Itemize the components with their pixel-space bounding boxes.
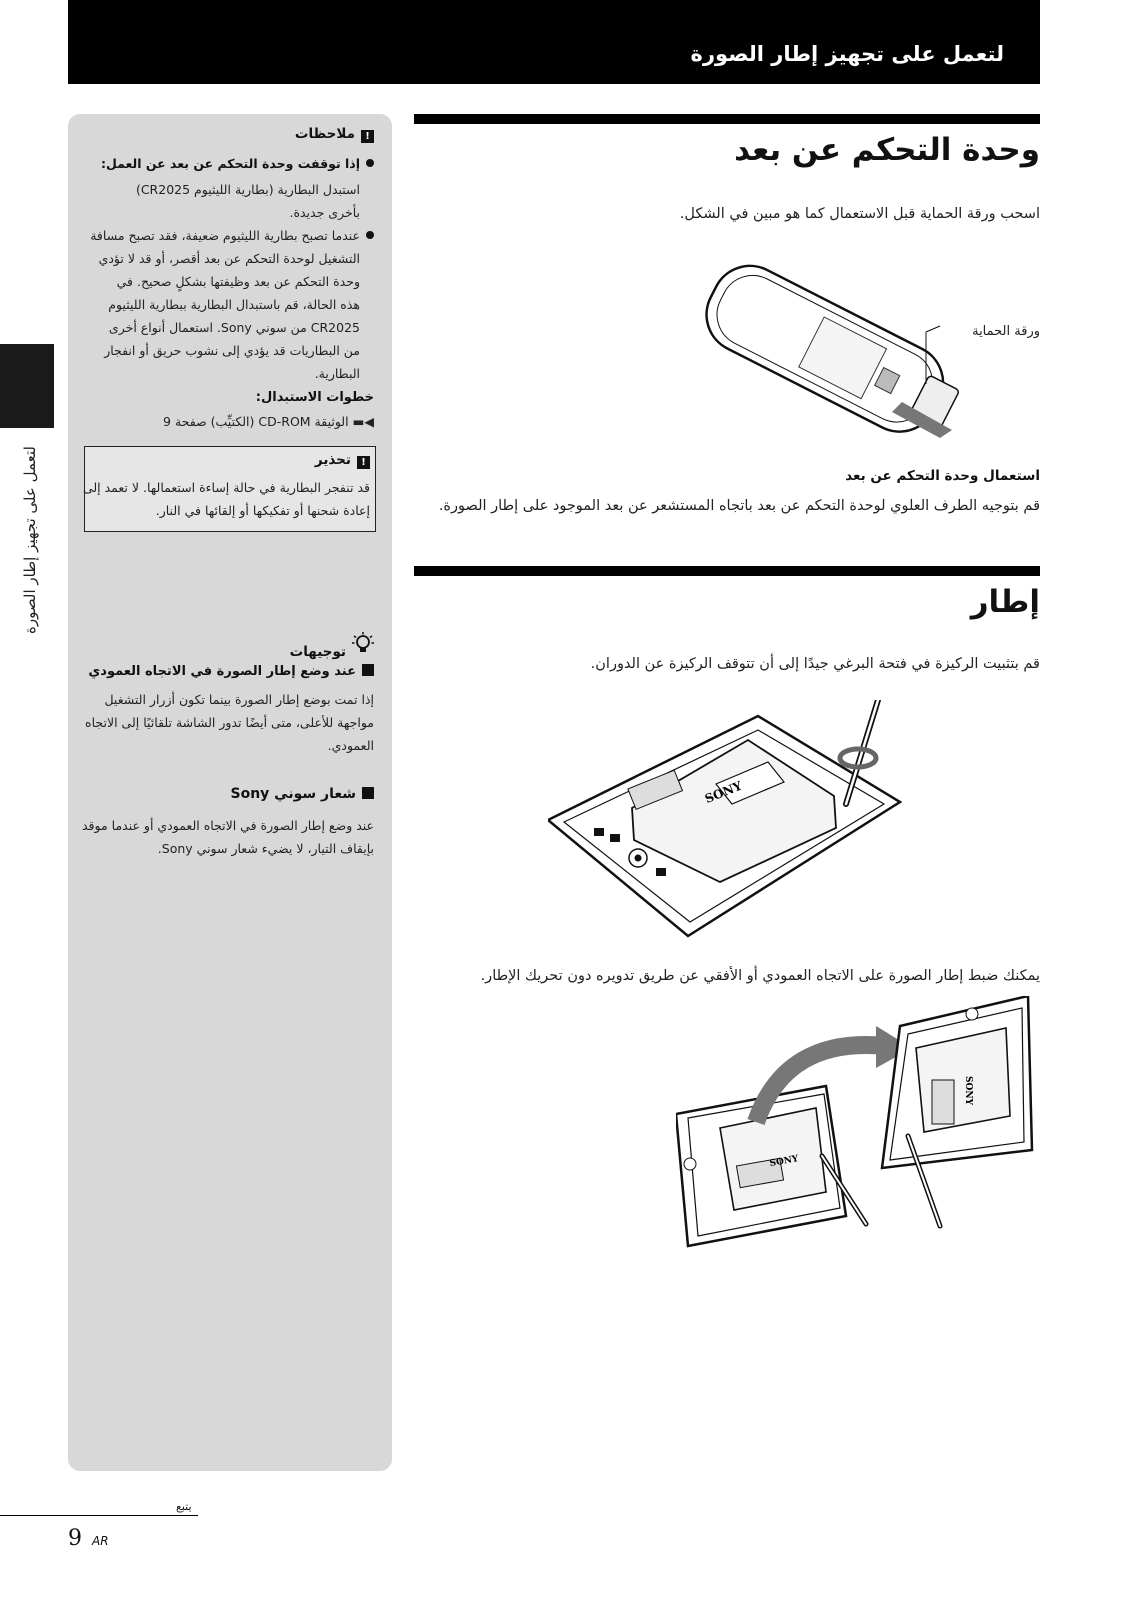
section-rule-frame [414,566,1040,576]
replace-steps-ref: ◀▬ الوثيقة CD-ROM (الكتيِّب) صفحة 9 [163,414,374,429]
section-rule-remote [414,114,1040,124]
frame-instruction: قم بتثبيت الركيزة في فتحة البرغي جيدًا إلى أن تتوقف الركيزة عن الدوران. [590,656,1040,672]
reference-arrow-icon: ◀▬ [352,414,374,429]
remote-instruction: اسحب ورقة الحماية قبل الاستعمال كما هو مبين في الشكل. [679,206,1040,222]
remote-control-illustration [690,262,1040,442]
page-language-code: AR [92,1534,109,1548]
frame-section-title: إطار [970,584,1040,620]
tip1-body: إذا تمت بوضع إطار الصورة بينما تكون أزرار التشغيل مواجهة للأعلى، متى أيضًا تدور الشاشة تلقائيًا إلى الاتجاه العمودي. [85,692,374,753]
tips-heading: توجيهات [290,632,374,660]
brand-logo: SONY [702,778,744,807]
lightbulb-icon [352,632,374,660]
side-tab-text: لتعمل على تجهيز إطار الصورة [21,446,39,634]
caution-heading: !تحذير [315,452,370,469]
remote-use-heading: استعمال وحدة التحكم عن بعد [845,468,1040,484]
warning-icon: ! [357,456,370,469]
orientation-illustration [676,996,1040,1260]
brand-logo-portrait: SONY [963,1076,973,1105]
remote-use-text: قم بتوجيه الطرف العلوي لوحدة التحكم عن بعد باتجاه المستشعر عن بعد الموجود على إطار الصورة. [438,498,1040,514]
remote-section-title: وحدة التحكم عن بعد [734,132,1040,168]
section-tab [0,344,54,428]
frame-orientation-text: يمكنك ضبط إطار الصورة على الاتجاه العمودي أو الأفقي عن طريق تدويره دون تحريك الإطار. [480,968,1040,984]
stand-attach-illustration [548,700,908,940]
replace-steps-heading: خطوات الاستبدال: [255,390,374,405]
tip2-body: عند وضع إطار الصورة في الاتجاه العمودي أو عندما موقد بإيقاف التيار، لا يضيء شعار سوني Sony. [81,818,374,856]
brand-logo-landscape: SONY [768,1154,800,1170]
note-bullet1-heading: إذا توقفت وحدة التحكم عن بعد عن العمل: [101,156,374,171]
bullet-icon [366,231,374,239]
square-bullet-icon [362,787,374,799]
note-icon: ! [361,130,374,143]
footer-rule [0,1515,198,1516]
bullet-icon [366,159,374,167]
protection-sheet-callout: ورقة الحماية [972,324,1040,339]
note-bullet2-body: عندما تصبح بطارية الليثيوم ضعيفة، فقد تصبح مسافة التشغيل لوحدة التحكم عن بعد أقصر، أو قد لا تؤدي وحدة التحكم عن بعد وظيفتها بشكلٍ صحيح. في هذه الحالة، قم باستبدال البطارية ببطارية الليثيوم CR2025 من سوني Sony. استعمال أنواع أخرى من البطاريات قد يؤدي إلى نشوب حريق أو انفجار البطارية. [90,224,374,385]
square-bullet-icon [362,664,374,676]
continued-label: يتبع [176,1500,192,1513]
page-header-title: لتعمل على تجهيز إطار الصورة [690,42,1004,66]
caution-body: قد تنفجر البطارية في حالة إساءة استعمالها. لا تعمد إلى إعادة شحنها أو تفكيكها أو إلقائها في النار. [82,480,370,518]
tip2-heading: شعار سوني Sony [231,786,375,802]
note-bullet1-body: استبدل البطارية (بطارية الليثيوم CR2025) بأخرى جديدة. [135,182,360,220]
tip1-heading: عند وضع إطار الصورة في الاتجاه العمودي [88,664,374,679]
page-number: 9 [68,1526,82,1551]
header-bar [68,0,1040,84]
notes-heading: !ملاحظات [295,126,374,143]
